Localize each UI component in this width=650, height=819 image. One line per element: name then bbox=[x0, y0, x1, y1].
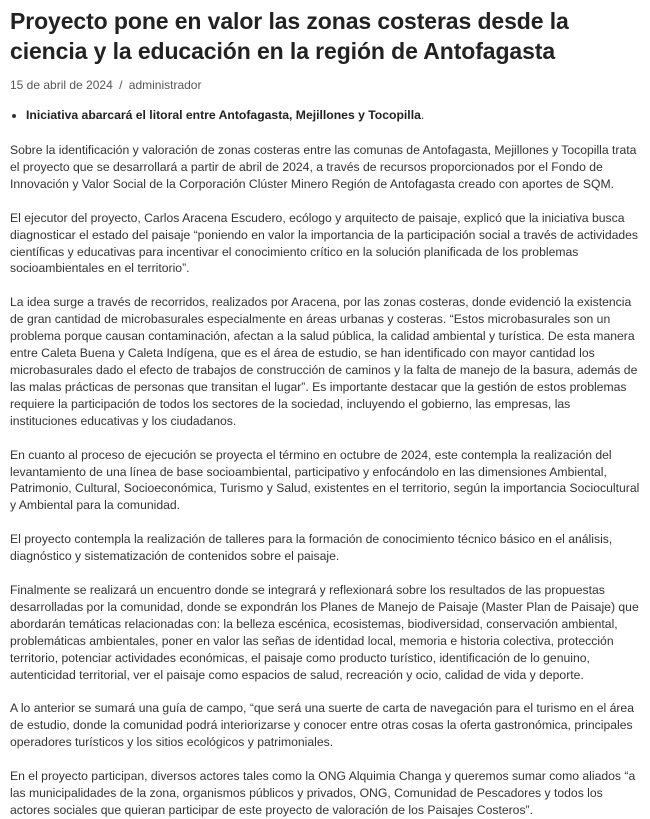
paragraph-6: Finalmente se realizará un encuentro donde se integrará y reflexionará sobre los resultados de las propuestas desarrolladas por la comunidad, donde se expondrán los Planes de Manejo de Paisaje (Master Plan de Paisaje) que abordarán temáticas relacionadas con: la belleza escénica, ecosistemas, biodiversidad, conservación ambiental, problemáticas ambientales, poner en valor las señas de identidad local, memoria e historia colectiva, protección territorio, potenciar actividades económicas, el paisaje como producto turístico, identificación de lo genuino, autenticidad territorial, ver el paisaje como espacios de salud, recreación y ocio, calidad de vida y deporte. bbox=[10, 583, 639, 682]
paragraph-2: El ejecutor del proyecto, Carlos Aracena Escudero, ecólogo y arquitecto de paisaje, explicó que la iniciativa busca diagnosticar el estado del paisaje “poniendo en valor la importancia de la participación social a través de actividades científicas y educativas para incentivar el conocimiento crítico en la solución planificada de los problemas socioambientales en el territorio”. bbox=[10, 210, 639, 276]
highlight-tail: . bbox=[420, 108, 425, 122]
paragraph-5: El proyecto contempla la realización de talleres para la formación de conocimiento técnico básico en el análisis, diagnóstico y sistematización de contenidos sobre el paisaje. bbox=[10, 532, 613, 564]
highlights-list bbox=[10, 107, 640, 124]
meta-separator: / bbox=[119, 78, 123, 92]
article-title: Proyecto pone en valor las zonas costeras desde la ciencia y la educación en la región de Antofagasta bbox=[10, 8, 569, 64]
paragraph-8: En el proyecto participan, diversos actores tales como la ONG Alquimia Changa y queremos sumar como aliados “a las municipalidades de la zona, organismos públicos y privados, ONG, Comunidad de Pescadores y todos los actores sociales que quieran participar de este proyecto de valoración de los Paisajes Costeros”. bbox=[10, 769, 636, 817]
publish-date: 15 de abril de 2024 bbox=[10, 78, 113, 92]
paragraph-7: A lo anterior se sumará una guía de campo, “que será una suerte de carta de navegación para el turismo en el área de estudio, donde la comunidad podrá interiorizarse y conocer entre otras cosas la oferta gastronómica, principales operadores turísticos y los sitios ecológicos y patrimoniales. bbox=[10, 701, 634, 750]
article-meta bbox=[10, 77, 640, 93]
highlight-bold: Iniciativa abarcará el litoral entre Antofagasta, Mejillones y Tocopilla bbox=[26, 108, 421, 122]
paragraph-4: En cuanto al proceso de ejecución se proyecta el término en octubre de 2024, este contempla la realización del levantamiento de una línea de base socioambiental, participativo y enfocándolo en las dimensiones Ambiental, Patrimonio, Cultural, Socioeconómica, Turismo y Salud, existentes en el territorio, según la importancia Sociocultural y Ambiental para la comunidad. bbox=[10, 447, 640, 513]
author-link[interactable]: administrador bbox=[128, 78, 202, 92]
article-body bbox=[10, 142, 640, 819]
paragraph-3: La idea surge a través de recorridos, realizados por Aracena, por las zonas costeras, donde evidenció la existencia de gran cantidad de microbasurales especialmente en áreas urbanas y costeras. “Estos microbasurales son un problema porque causan contaminación, afectan a la salud pública, la calidad ambiental y turística. De esta manera entre Caleta Buena y Caleta Indígena, que es el área de estudio, se han identificado con mayor cantidad los microbasurales dado el efecto de trabajos de construcción de caminos y la falta de manejo de la basura, además de las malas prácticas de personas que transitan el lugar”. Es importante destacar que la gestión de estos problemas requiere la participación de todos los sectores de la sociedad, incluyendo el gobierno, las empresas, las instituciones educativas y los ciudadanos. bbox=[10, 295, 638, 428]
paragraph-1: Sobre la identificación y valoración de zonas costeras entre las comunas de Antofagasta, Mejillones y Tocopilla trata el proyecto que se desarrollará a partir de abril de 2024, a través de recursos proporcionados por el Fondo de Innovación y Valor Social de la Corporación Clúster Minero Región de Antofagasta creado con aportes de SQM. bbox=[10, 143, 637, 191]
highlight-item bbox=[26, 107, 640, 124]
